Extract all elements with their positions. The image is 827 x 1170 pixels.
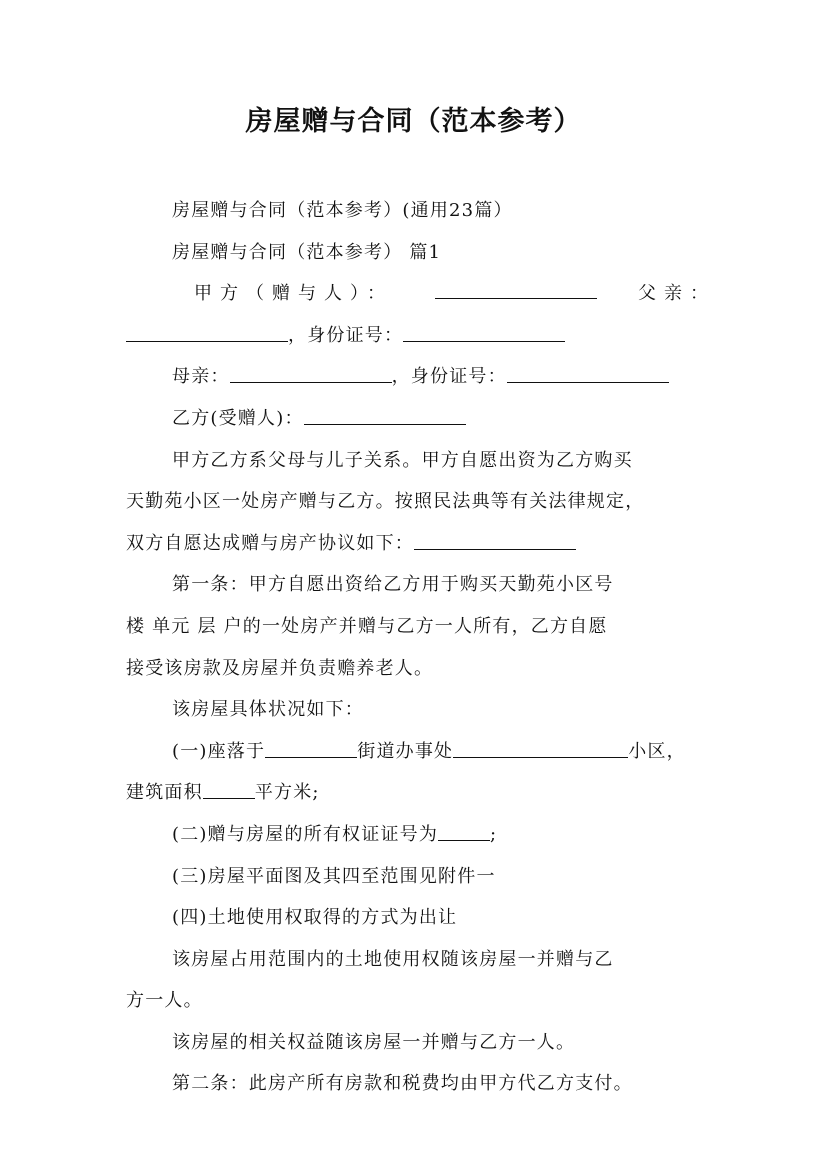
party-b-blank[interactable] bbox=[304, 406, 466, 425]
article-1-line-2 bbox=[126, 606, 716, 648]
agreement-blank[interactable] bbox=[414, 531, 576, 550]
document-body bbox=[126, 190, 716, 1105]
party-a-line bbox=[126, 273, 716, 315]
mother-name-blank[interactable] bbox=[230, 364, 392, 383]
rights-text: 该房屋的相关权益随该房屋一并赠与乙方一人。 bbox=[172, 1031, 576, 1053]
item-1-line-2-suffix: 平方米; bbox=[254, 782, 320, 804]
para-1-text-1: 甲方乙方系父母与儿子关系。甲方自愿出资为乙方购买 bbox=[172, 449, 633, 471]
item-3-line bbox=[126, 856, 716, 898]
article-1-line-3 bbox=[126, 648, 716, 690]
id-label-1: ，身份证号： bbox=[288, 324, 404, 346]
area-blank[interactable] bbox=[203, 780, 255, 799]
para-1-text-2: 天勤苑小区一处房产赠与乙方。按照民法典等有关法律规定， bbox=[126, 491, 645, 513]
father-id-blank[interactable] bbox=[403, 323, 565, 342]
item-1-line-1 bbox=[126, 731, 716, 773]
item-1-line-2 bbox=[126, 772, 716, 814]
section-heading: 房屋赠与合同（范本参考） 篇1 bbox=[172, 241, 442, 263]
item-2-prefix: (二)赠与房屋的所有权证证号为 bbox=[172, 823, 439, 845]
item-1-line-2-prefix: 建筑面积 bbox=[126, 782, 203, 804]
father-label: 父亲： bbox=[638, 283, 716, 305]
para-1-line-2 bbox=[126, 481, 716, 523]
article-1-line-1 bbox=[126, 564, 716, 606]
document-title: 房屋赠与合同（范本参考） bbox=[245, 106, 582, 137]
article-1-text-3: 接受该房款及房屋并负责赡养老人。 bbox=[126, 657, 434, 679]
land-line-2 bbox=[126, 980, 716, 1022]
item-1-prefix: (一)座落于 bbox=[172, 740, 266, 762]
land-text-2: 方一人。 bbox=[126, 990, 203, 1012]
house-status-heading: 该房屋具体状况如下： bbox=[172, 699, 364, 721]
father-line bbox=[126, 315, 716, 357]
item-1-suffix: 小区， bbox=[628, 740, 686, 762]
certificate-blank[interactable] bbox=[438, 822, 490, 841]
street-blank[interactable] bbox=[265, 739, 357, 758]
article-2-line bbox=[126, 1063, 716, 1105]
subtitle-line bbox=[126, 190, 716, 232]
item-1-mid: 街道办事处 bbox=[357, 740, 454, 762]
item-2-line bbox=[126, 814, 716, 856]
para-1-line-3 bbox=[126, 523, 716, 565]
party-a-blank[interactable] bbox=[435, 280, 597, 299]
rights-line bbox=[126, 1022, 716, 1064]
father-name-blank[interactable] bbox=[126, 323, 288, 342]
item-4-line bbox=[126, 897, 716, 939]
para-1-text-3: 双方自愿达成赠与房产协议如下： bbox=[126, 532, 414, 554]
para-1-line-1 bbox=[126, 440, 716, 482]
id-label-2: ，身份证号： bbox=[391, 366, 507, 388]
item-4: (四)土地使用权取得的方式为出让 bbox=[172, 907, 458, 929]
house-status-line bbox=[126, 689, 716, 731]
mother-line bbox=[126, 356, 716, 398]
mother-id-blank[interactable] bbox=[507, 364, 669, 383]
article-2-text: 第二条：此房产所有房款和税费均由甲方代乙方支付。 bbox=[172, 1073, 633, 1095]
land-line-1 bbox=[126, 939, 716, 981]
item-2-suffix: ; bbox=[490, 823, 498, 845]
section-heading-line bbox=[126, 232, 716, 274]
party-b-label: 乙方(受赠人)： bbox=[172, 407, 304, 429]
article-1-text-1: 第一条：甲方自愿出资给乙方用于购买天勤苑小区号 bbox=[172, 574, 614, 596]
article-1-text-2: 楼 单元 层 户的一处房产并赠与乙方一人所有，乙方自愿 bbox=[126, 615, 608, 637]
land-text-1: 该房屋占用范围内的土地使用权随该房屋一并赠与乙 bbox=[172, 948, 614, 970]
party-b-line bbox=[126, 398, 716, 440]
community-blank[interactable] bbox=[453, 739, 628, 758]
item-3: (三)房屋平面图及其四至范围见附件一 bbox=[172, 865, 496, 887]
subtitle: 房屋赠与合同（范本参考）(通用23篇） bbox=[172, 200, 513, 221]
party-a-label: 甲方（赠与人）： bbox=[194, 283, 393, 305]
mother-label: 母亲： bbox=[172, 366, 230, 388]
